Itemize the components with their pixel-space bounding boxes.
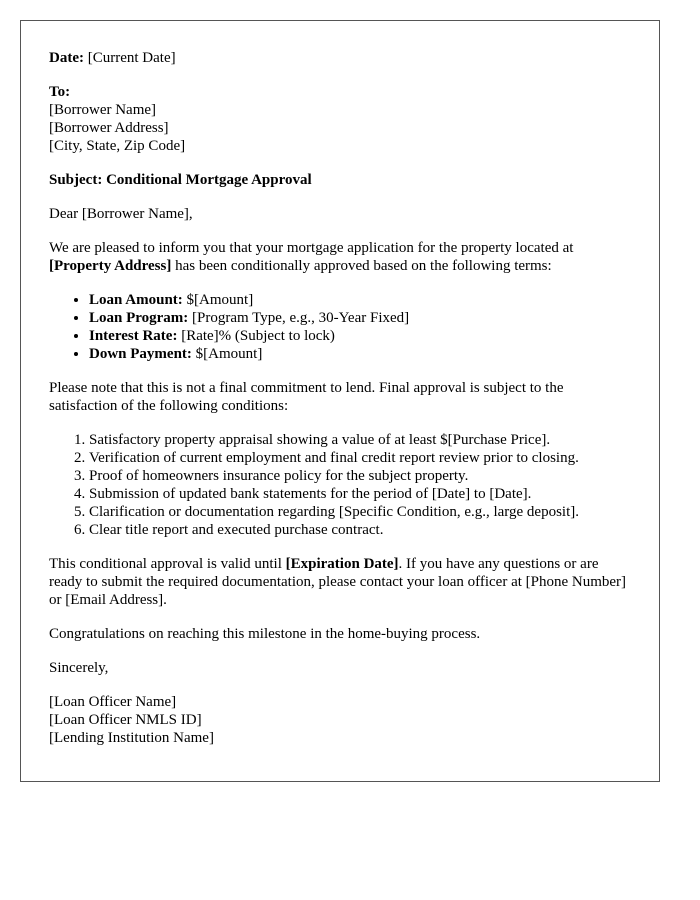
intro-text-start: We are pleased to inform you that your mortgage application for the property located at (49, 240, 574, 256)
term-label: Interest Rate: (89, 328, 178, 344)
condition-item: 2. Verification of current employment and final credit report review prior to closing. (89, 449, 631, 467)
borrower-city-state-zip: [City, State, Zip Code] (49, 138, 186, 154)
date-label: Date: (49, 50, 84, 66)
term-interest-rate (89, 327, 631, 345)
term-label: Down Payment: (89, 346, 192, 362)
term-loan-program (89, 309, 631, 327)
congratulations-paragraph: Congratulations on reaching this milestone in the home-buying process. (49, 626, 481, 642)
condition-item: 1. Satisfactory property appraisal showing a value of at least $[Purchase Price]. (89, 431, 631, 449)
recipient-block (49, 83, 631, 155)
note-paragraph: Please note that this is not a final commitment to lend. Final approval is subject to the satisfaction of the following conditions: (49, 380, 564, 414)
term-value: $[Amount] (191, 346, 263, 362)
letter-document (20, 20, 660, 782)
subject-text: Subject: Conditional Mortgage Approval (49, 172, 312, 188)
validity-text-start: This conditional approval is valid until (49, 556, 286, 572)
term-value: [Program Type, e.g., 30-Year Fixed] (188, 310, 410, 326)
subject-line (49, 171, 631, 189)
validity-text-end: . If you have any questions or are ready to submit the required documentation, please contact your loan officer at [Phone Number] or [Email Address]. (49, 556, 627, 608)
date-line (49, 49, 631, 67)
borrower-name: [Borrower Name] (49, 102, 157, 118)
date-value: [Current Date] (83, 50, 176, 66)
validity-paragraph (49, 555, 631, 609)
condition-item: 5. Clarification or documentation regarding [Specific Condition, e.g., large deposit]. (89, 503, 631, 521)
term-label: Loan Program: (89, 310, 189, 326)
intro-text-end: has been conditionally approved based on the following terms: (171, 258, 552, 274)
condition-item: 6. Clear title report and executed purchase contract. (89, 521, 631, 539)
condition-item: 4. Submission of updated bank statements for the period of [Date] to [Date]. (89, 485, 631, 503)
condition-item: 3. Proof of homeowners insurance policy for the subject property. (89, 467, 631, 485)
term-loan-amount (89, 291, 631, 309)
intro-paragraph (49, 239, 631, 275)
loan-terms-list (49, 291, 631, 363)
loan-officer-name: [Loan Officer Name] (49, 694, 177, 710)
borrower-address: [Borrower Address] (49, 120, 169, 136)
property-address: [Property Address] (49, 258, 172, 274)
signature-block (49, 693, 631, 747)
term-value: [Rate]% (Subject to lock) (177, 328, 335, 344)
loan-officer-nmls-id: [Loan Officer NMLS ID] (49, 712, 202, 728)
expiration-date: [Expiration Date] (285, 556, 399, 572)
conditions-list (49, 431, 631, 539)
term-label: Loan Amount: (89, 292, 183, 308)
term-value: $[Amount] (182, 292, 254, 308)
lending-institution-name: [Lending Institution Name] (49, 730, 214, 746)
term-down-payment (89, 345, 631, 363)
salutation: Dear [Borrower Name], (49, 206, 193, 222)
closing-line: Sincerely, (49, 660, 109, 676)
to-label: To: (49, 84, 71, 100)
